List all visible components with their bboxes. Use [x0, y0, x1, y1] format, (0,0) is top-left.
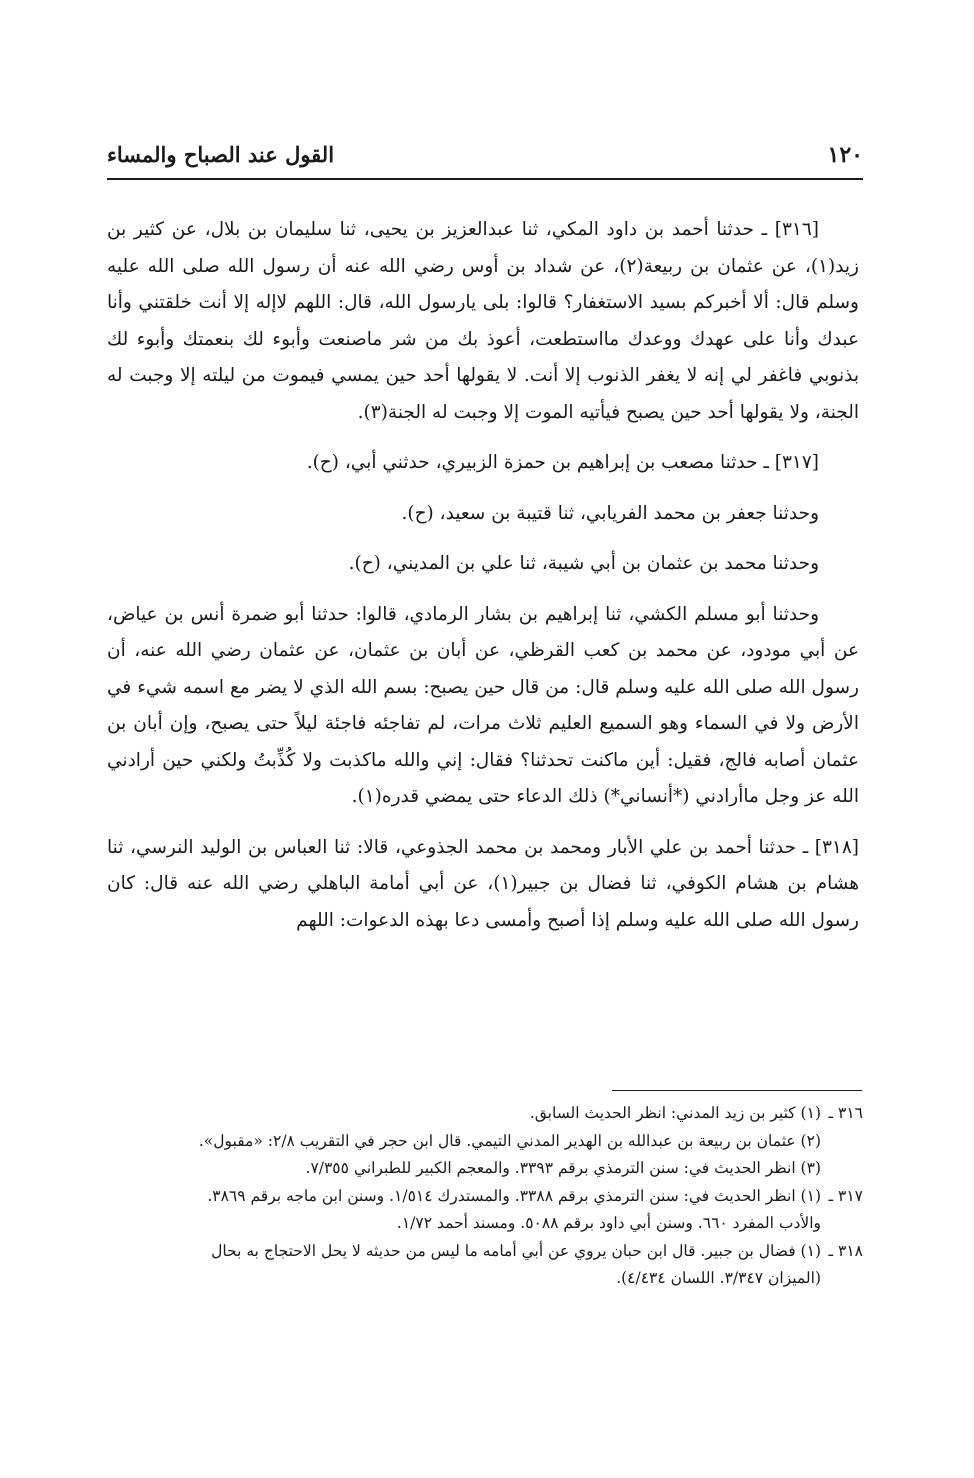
footnote-line: والأدب المفرد ٦٦٠. وسنن أبي داود برقم ٥٠٨٨. ومسند أحمد ١/٧٢. — [396, 1214, 821, 1232]
chain-paragraph: وحدثنا أبو مسلم الكشي، ثنا إبراهيم بن بشار الرمادي، قالوا: حدثنا أبو ضمرة أنس بن عياض، عن أبي مودود، عن محمد بن كعب القرظي، عن أبان بن عثمان، عن عثمان رضي الله عنه، أن رسول الله صلى الله عليه وسلم قال: من قال حين يصبح: بسم الله الذي لا يضر مع اسمه شيء في الأرض ولا في السماء وهو السميع العليم ثلاث مرات، لم تفاجئه فاجئة ليلاً حتى يصبح، وإن أبان بن عثمان أصابه فالج، فقيل: أين ماكنت تحدثنا؟ فقال: إني والله ماكذبت ولا كُذِّبتُ ولكني حين أرادني الله عز وجل ماأرادني (*أنساني*) ذلك الدعاء حتى يمضي قدره(١). — [107, 603, 859, 807]
chain-paragraph: وحدثنا محمد بن عثمان بن أبي شيبة، ثنا علي بن المديني، (ح). — [348, 553, 819, 574]
footnote-lines — [107, 1238, 821, 1293]
footnotes — [107, 1100, 863, 1293]
paragraph-gap — [107, 482, 859, 496]
footnote-line: (١) انظر الحديث في: سنن الترمذي برقم ٣٣٨٨. والمستدرك ١/٥١٤. وسنن ابن ماجه برقم ٣٨٦٩. — [207, 1186, 821, 1205]
header-rule — [107, 178, 863, 180]
footnote-group-number: ٣١٦ ـ — [828, 1104, 863, 1122]
chain-paragraph: وحدثنا جعفر بن محمد الفريابي، ثنا قتيبة بن سعيد، (ح). — [401, 502, 819, 524]
footnote-line: (الميزان ٣/٣٤٧. اللسان ٤/٤٣٤). — [616, 1269, 821, 1287]
footnote-rule — [612, 1090, 862, 1091]
footnote-line: (١) كثير بن زيد المدني: انظر الحديث السابق. — [529, 1104, 821, 1122]
running-title: القول عند الصباح والمساء — [107, 142, 335, 167]
footnote-group-number: ٣١٨ ـ — [828, 1241, 863, 1260]
footnote-line: (١) فضال بن جبير. قال ابن حبان يروي عن أبي أمامه ما ليس من حديثه لا يحل الاحتجاج به بحال — [211, 1241, 821, 1260]
footnote-line: (٣) انظر الحديث في: سنن الترمذي برقم ٣٣٩٣. والمعجم الكبير للطبراني ٧/٣٥٥. — [305, 1159, 821, 1177]
hadith-316-paragraph: [٣١٦] ـ حدثنا أحمد بن داود المكي، ثنا عبدالعزيز بن يحيى، ثنا سليمان بن بلال، عن كثير بن زيد(١)، عن عثمان بن ربيعة(٢)، عن شداد بن أوس رضي الله عنه أن رسول الله صلى الله عليه وسلم قال: ألا أخبركم بسيد الاستغفار؟ قالوا: بلى يارسول الله، قال: اللهم لاإله إلا أنت خلقتني وأنا عبدك وأنا على عهدك ووعدك مااستطعت، أعوذ بك من شر ماصنعت وأبوء لك بنعمتك وأبوء لك بذنوبي فاغفر لي إنه لا يغفر الذنوب إلا أنت. لا يقولها أحد حين يمسي فيموت من ليلته إلا وجبت له الجنة، ولا يقولها أحد حين يصبح فيأتيه الموت إلا وجبت له الجنة(٣). — [107, 219, 859, 423]
footnote-group-number: ٣١٧ ـ — [828, 1186, 863, 1205]
hadith-317-paragraph: [٣١٧] ـ حدثنا مصعب بن إبراهيم بن حمزة الزبيري، حدثني أبي، (ح). — [306, 452, 819, 473]
footnote-group-317 — [107, 1183, 863, 1238]
paragraph-gap — [107, 583, 859, 597]
page-header — [107, 140, 863, 180]
footnote-lines — [107, 1100, 821, 1183]
hadith-318-paragraph: [٣١٨] ـ حدثنا أحمد بن علي الأبار ومحمد بن محمد الجذوعي، قالا: ثنا العباس بن الوليد النرسي، ثنا هشام بن هشام الكوفي، ثنا فضال بن جبير(١)، عن أبي أمامة الباهلي رضي الله عنه قال: كان رسول الله صلى الله عليه وسلم إذا أصبح وأمسى دعا بهذه الدعوات: اللهم — [107, 836, 859, 931]
footnote-lines — [107, 1183, 821, 1238]
main-text — [107, 212, 859, 939]
footnote-line: (٢) عثمان بن ربيعة بن عبدالله بن الهدير المدني التيمي. قال ابن حجر في التقريب ٢/٨: «مقبول». — [198, 1131, 821, 1150]
paragraph-gap — [107, 431, 859, 445]
footnote-group-318 — [107, 1238, 863, 1293]
page-number: ١٢٠ — [827, 142, 863, 168]
footnote-group-316 — [107, 1100, 863, 1183]
paragraph-gap — [107, 816, 859, 830]
paragraph-gap — [107, 532, 859, 546]
